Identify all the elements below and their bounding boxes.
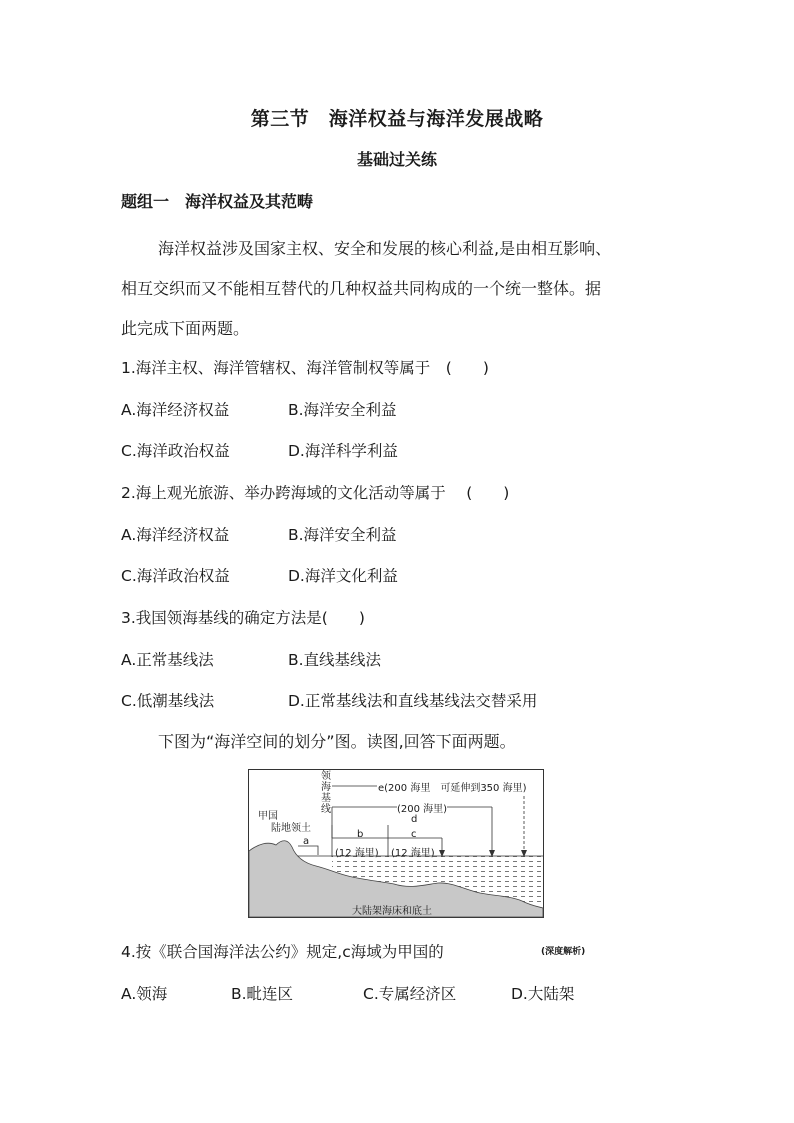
e-label: e(200 海里 可延伸到350 海里) <box>377 779 528 794</box>
intro-line: 海洋权益涉及国家主权、安全和发展的核心利益,是由相互影响、 <box>158 239 612 258</box>
option-c[interactable]: C.海洋政治权益 <box>121 442 230 460</box>
page-title: 第三节 海洋权益与海洋发展战略 <box>250 108 544 130</box>
question-stem: 4.按《联合国海洋法公约》规定,c海域为甲国的 <box>121 943 444 961</box>
option-a[interactable]: A.领海 <box>121 985 168 1003</box>
option-d[interactable]: D.海洋文化利益 <box>288 567 398 585</box>
option-d[interactable]: D.海洋科学利益 <box>288 442 398 460</box>
option-b[interactable]: B.海洋安全利益 <box>288 401 397 419</box>
intro-line: 相互交织而又不能相互替代的几种权益共同构成的一个统一整体。据 <box>121 279 602 298</box>
letter-b: b <box>357 829 364 840</box>
option-a[interactable]: A.海洋经济权益 <box>121 526 230 544</box>
d-range-label: (200 海里) <box>397 800 447 815</box>
option-a[interactable]: A.正常基线法 <box>121 651 214 669</box>
option-c[interactable]: C.海洋政治权益 <box>121 567 230 585</box>
b-range-label: (12 海里) <box>335 848 379 859</box>
option-b[interactable]: B.直线基线法 <box>288 651 382 669</box>
option-a[interactable]: A.海洋经济权益 <box>121 401 230 419</box>
c-range-label: (12 海里) <box>391 848 435 859</box>
letter-a: a <box>303 836 310 847</box>
option-b[interactable]: B.毗连区 <box>231 985 294 1003</box>
ocean-zones-figure <box>248 769 544 918</box>
question-stem: 1.海洋主权、海洋管辖权、海洋管制权等属于 ( ) <box>121 359 489 377</box>
option-b[interactable]: B.海洋安全利益 <box>288 526 397 544</box>
option-d[interactable]: D.正常基线法和直线基线法交替采用 <box>288 692 538 710</box>
intro-line: 此完成下面两题。 <box>121 319 250 338</box>
group-heading: 题组一 海洋权益及其范畴 <box>121 192 314 211</box>
option-c[interactable]: C.专属经济区 <box>363 985 457 1003</box>
question-stem: 3.我国领海基线的确定方法是( ) <box>121 609 365 627</box>
figure-intro: 下图为“海洋空间的划分”图。读图,回答下面两题。 <box>158 732 516 751</box>
deep-analysis-tag: (深度解析) <box>541 947 586 957</box>
option-d[interactable]: D.大陆架 <box>511 985 575 1003</box>
baseline-label: 领 海 基 线 <box>321 771 331 815</box>
letter-c: c <box>411 829 417 840</box>
letter-d: d <box>411 814 418 825</box>
land-label: 陆地领土 <box>271 823 311 834</box>
question-stem: 2.海上观光旅游、举办跨海域的文化活动等属于 ( ) <box>121 484 510 502</box>
page-subtitle: 基础过关练 <box>356 150 437 169</box>
option-c[interactable]: C.低潮基线法 <box>121 692 215 710</box>
country-label: 甲国 <box>258 811 278 822</box>
seabed-label: 大陆架海床和底土 <box>352 906 432 917</box>
